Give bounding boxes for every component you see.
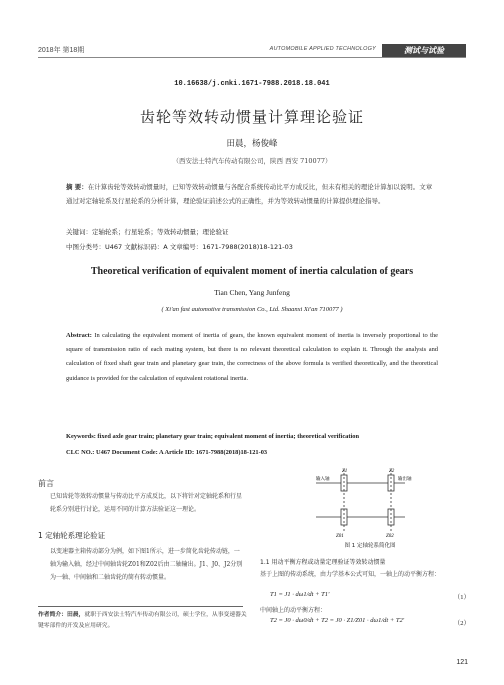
zh-abstract: [66, 180, 438, 208]
en-authors: Tian Chen, Yang Junfeng: [214, 288, 290, 297]
en-abstract-label: Abstract:: [66, 332, 92, 339]
zh-title: 齿轮等效转动惯量计算理论验证: [139, 108, 364, 126]
section1-heading: 1 定轴轮系理论验证: [38, 531, 106, 540]
doi: 10.16638/j.cnki.1671-7988.2018.18.041: [174, 80, 330, 88]
zh-abstract-text: 在计算齿轮等效转动惯量时，已知等效转动惯量与各配合系统传动比平方成反比，但未有相关的理论计算加以说明。文章通过对定轴轮系及行星轮系的分析计算，理论验证前述公式的正确性，并为等效转动惯量的计算提供理论指导。: [66, 183, 433, 205]
issue-label: 2018年 第18期: [38, 47, 85, 54]
journal-name-en: AUTOMOBILE APPLIED TECHNOLOGY: [269, 46, 376, 52]
label-output-shaft: 输出轴: [398, 477, 412, 482]
equation-2-number: （2）: [453, 620, 470, 627]
label-input-shaft: 输入轴: [316, 477, 330, 482]
journal-logo: 测试与试验: [382, 44, 466, 57]
equation-1: T1 = J1 · dω1/dt + T1': [270, 591, 330, 598]
subsection-1-1-text2: 中间轴上的动平衡方程：: [260, 607, 327, 614]
footnote-rule: [38, 606, 243, 607]
label-z2: Z2: [389, 469, 395, 474]
en-affiliation: ( Xi'an fast automotive transmission Co., Ltd. Shaanxi Xi'an 710077 ): [161, 306, 343, 313]
section1-text: 以变速器主箱传动部分为例，如下图1所示，进一步简化齿轮传动链，一轴为输入轴，经过中间轴齿轮Z01和Z02后由二轴输出。J1、J0、J2分别为一轴、中间轴和二轴齿轮的简有转动惯量。: [50, 548, 243, 581]
header-rule: [38, 57, 466, 58]
en-abstract: [66, 329, 438, 386]
preface-text: 已知齿轮等效转动惯量与传动比平方成反比，以下将针对定轴轮系和行星轮系分别进行讨论，运用不同的计算方法验证这一理论。: [50, 493, 243, 513]
subsection-1-1-text: 基于上图的传动系统，由力学基本公式可知，一轴上的动平衡方程：: [260, 571, 441, 578]
running-header: [38, 44, 466, 60]
equation-1-number: （1）: [453, 594, 470, 601]
zh-keywords-text: 定轴轮系；行星轮系；等效转动惯量；理论验证: [92, 228, 229, 236]
equation-2: T2 = J0 · dω0/dt + T2 = J0 · Z1/Z01 · dω1/dt + T2': [270, 617, 405, 624]
zh-keywords-label: 关键词：: [66, 228, 92, 236]
zh-keywords: [66, 227, 438, 238]
zh-authors: 田晨，杨俊峰: [226, 139, 278, 149]
preface-heading: 前言: [38, 479, 54, 488]
footnote-label: 作者简介：田晨，: [38, 612, 85, 618]
footnote-text: 就职于西安法士特汽车传动有限公司，硕士学位，从事变速器关键零部件的开发及应用研究。: [38, 612, 247, 629]
zh-clc: 中图分类号：U467 文献标识码：A 文章编号：1671-7988(2018)18-121-03: [66, 243, 293, 251]
en-clc: CLC NO.: U467 Document Code: A Article ID: 1671-7988(2018)18-121-03: [66, 449, 268, 456]
figure-caption: 图 1 定轴轮系简化图: [344, 543, 396, 549]
label-z02: Z02: [386, 534, 394, 539]
author-footnote: [38, 610, 248, 632]
subsection-1-1-heading: 1.1 用动平衡方程或动量定理验证等效转动惯量: [260, 559, 386, 566]
page-number: 121: [456, 659, 468, 666]
zh-affiliation: （西安法士特汽车传动有限公司，陕西 西安 710077）: [172, 157, 332, 165]
en-title: Theoretical verification of equivalent moment of inertia calculation of gears: [90, 266, 414, 277]
label-z1: Z1: [342, 469, 348, 474]
zh-abstract-label: 摘 要：: [66, 183, 88, 191]
en-keywords: Keywords: fixed axle gear train; planetary gear train; equivalent moment of inertia; theoretical verification: [66, 433, 360, 440]
en-abstract-text: In calculating the equivalent moment of inertia of gears, the known equivalent moment of inertia is inversely proportional to the square of transmission ratio of each mating system, but there is no relevant theoretical calculation to explain it. Through the analysis and calculation of fixed shaft gear train and planetary gear train, the correctness of the above formula is verified theoretically, and the theoretical guidance is provided for the calculation of equivalent rotational inertia.: [66, 332, 438, 382]
label-z01: Z01: [336, 534, 344, 539]
